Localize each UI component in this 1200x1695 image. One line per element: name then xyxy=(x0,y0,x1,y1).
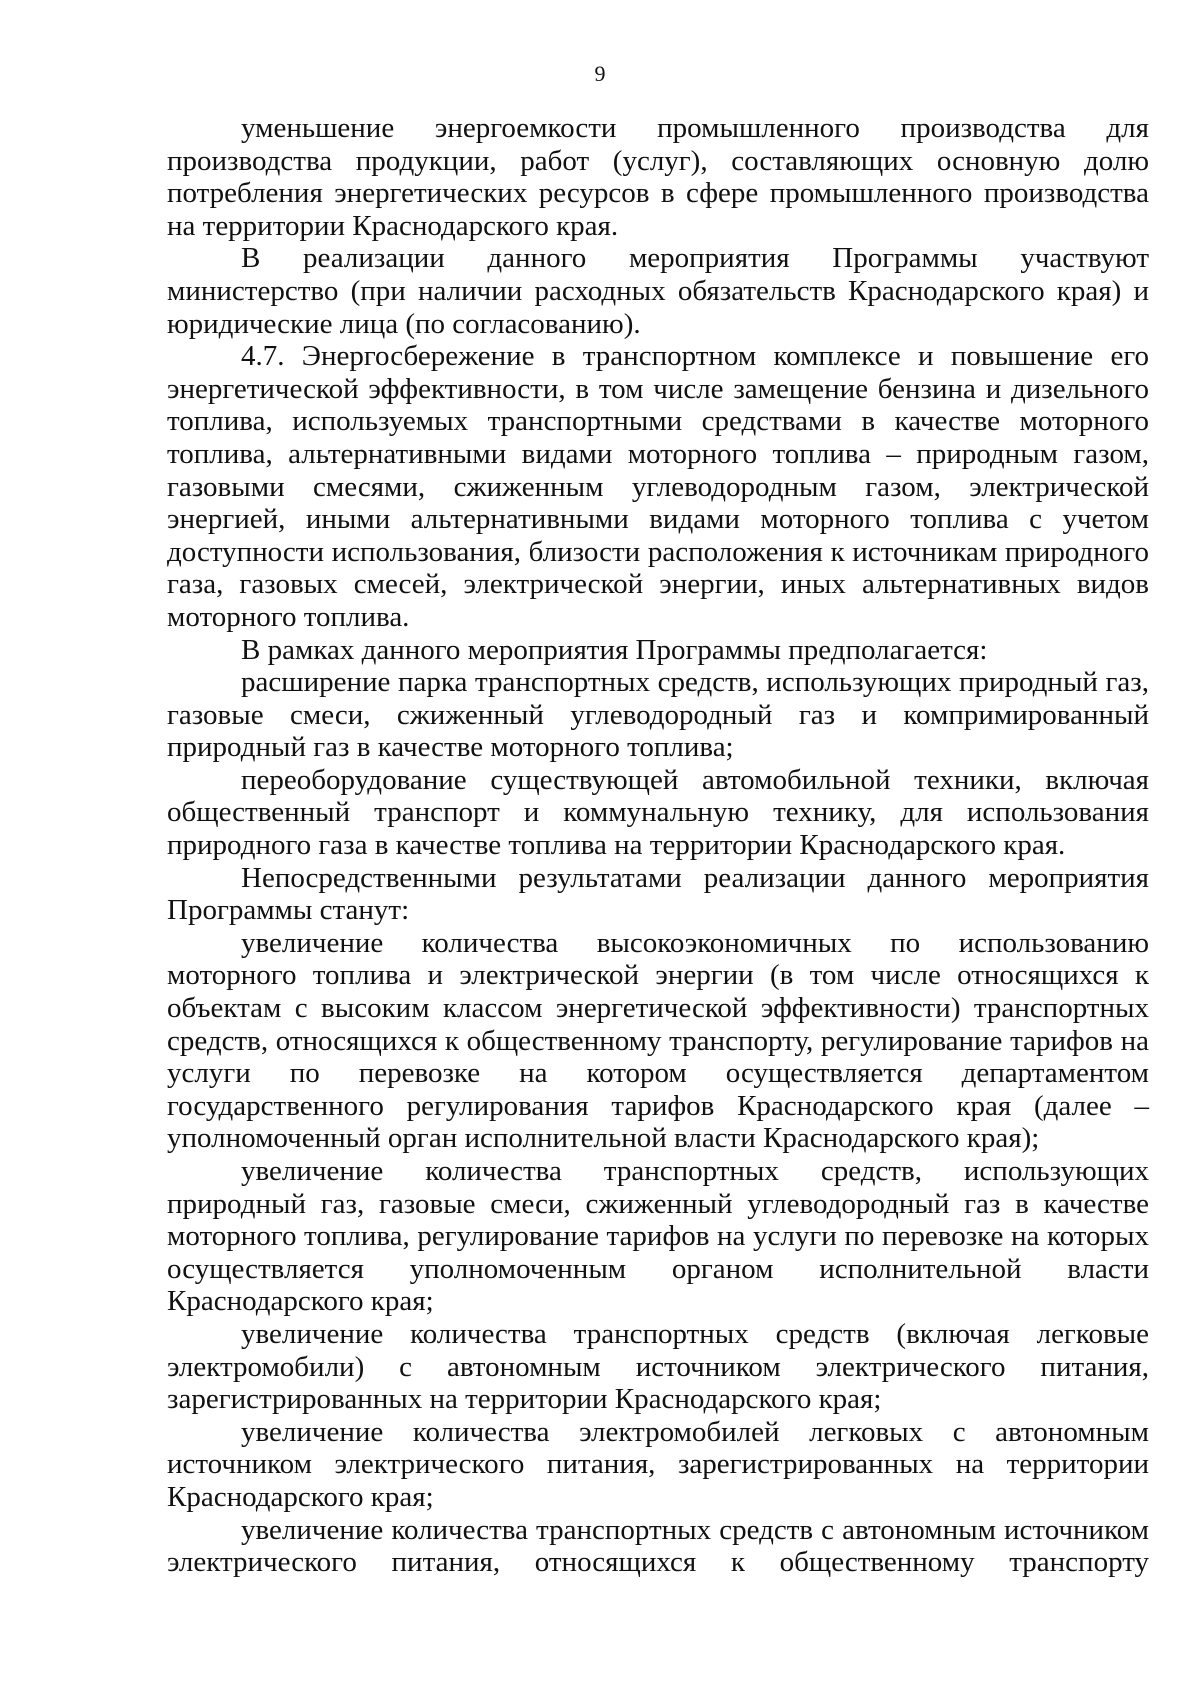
paragraph-section-4-7: 4.7. Энергосбережение в транспортном комплексе и повышение его энергетической эффективности, в том числе замещение бензина и дизельного топлива, используемых транспортными средствами в качестве моторного топлива, альтернативными видами моторного топлива – природным газом, газовыми смесями, сжиженным углеводородным газом, электрической энергией, иными альтернативными видами моторного топлива с учетом доступности использования, близости расположения к источникам природного газа, газовых смесей, электрической энергии, иных альтернативных видов моторного топлива. xyxy=(167,340,1149,633)
paragraph-result-efficient-vehicles: увеличение количества высокоэкономичных по использованию моторного топлива и электрической энергии (в том числе относящихся к объектам с высоким классом энергетической эффективности) транспортных средств, относящихся к общественному транспорту, регулирование тарифов на услуги по перевозке на котором осуществляется департаментом государственного регулирования тарифов Краснодарского края (далее – уполномоченный орган исполнительной власти Краснодарского края); xyxy=(167,926,1149,1155)
paragraph-expected-results: Непосредственными результатами реализации данного мероприятия Программы станут: xyxy=(167,861,1149,927)
paragraph-result-gas-vehicles: увеличение количества транспортных средств, использующих природный газ, газовые смеси, сжиженный углеводородный газ в качестве моторного топлива, регулирование тарифов на услуги по перевозке на которых осуществляется уполномоченным органом исполнительной власти Краснодарского края; xyxy=(167,1155,1149,1318)
document-body xyxy=(167,112,1149,1579)
paragraph-program-participants: В реализации данного мероприятия Программы участвуют министерство (при наличии расходных обязательств Краснодарского края) и юридические лица (по согласованию). xyxy=(167,242,1149,340)
paragraph-energy-intensity-reduction: уменьшение энергоемкости промышленного производства для производства продукции, работ (услуг), составляющих основную долю потребления энергетических ресурсов в сфере промышленного производства на территории Краснодарского края. xyxy=(167,112,1149,242)
paragraph-program-scope: В рамках данного мероприятия Программы предполагается: xyxy=(241,633,988,666)
paragraph-result-electric-vehicles: увеличение количества транспортных средств (включая легковые электромобили) с автономным источником электрического питания, зарегистрированных на территории Краснодарского края; xyxy=(167,1317,1149,1416)
paragraph-result-public-electric-transport: увеличение количества транспортных средств с автономным источником электрического питания, относящихся к общественному транспорту xyxy=(167,1513,1149,1579)
paragraph-result-passenger-electric-cars: увеличение количества электромобилей легковых с автономным источником электрического питания, зарегистрированных на территории Краснодарского края; xyxy=(167,1415,1149,1513)
page-number: 9 xyxy=(594,61,606,86)
paragraph-vehicle-conversion: переоборудование существующей автомобильной техники, включая общественный транспорт и коммунальную технику, для использования природного газа в качестве топлива на территории Краснодарского края. xyxy=(167,763,1149,862)
paragraph-fleet-expansion: расширение парка транспортных средств, использующих природный газ, газовые смеси, сжиженный углеводородный газ и компримированный природный газ в качестве моторного топлива; xyxy=(167,666,1149,764)
